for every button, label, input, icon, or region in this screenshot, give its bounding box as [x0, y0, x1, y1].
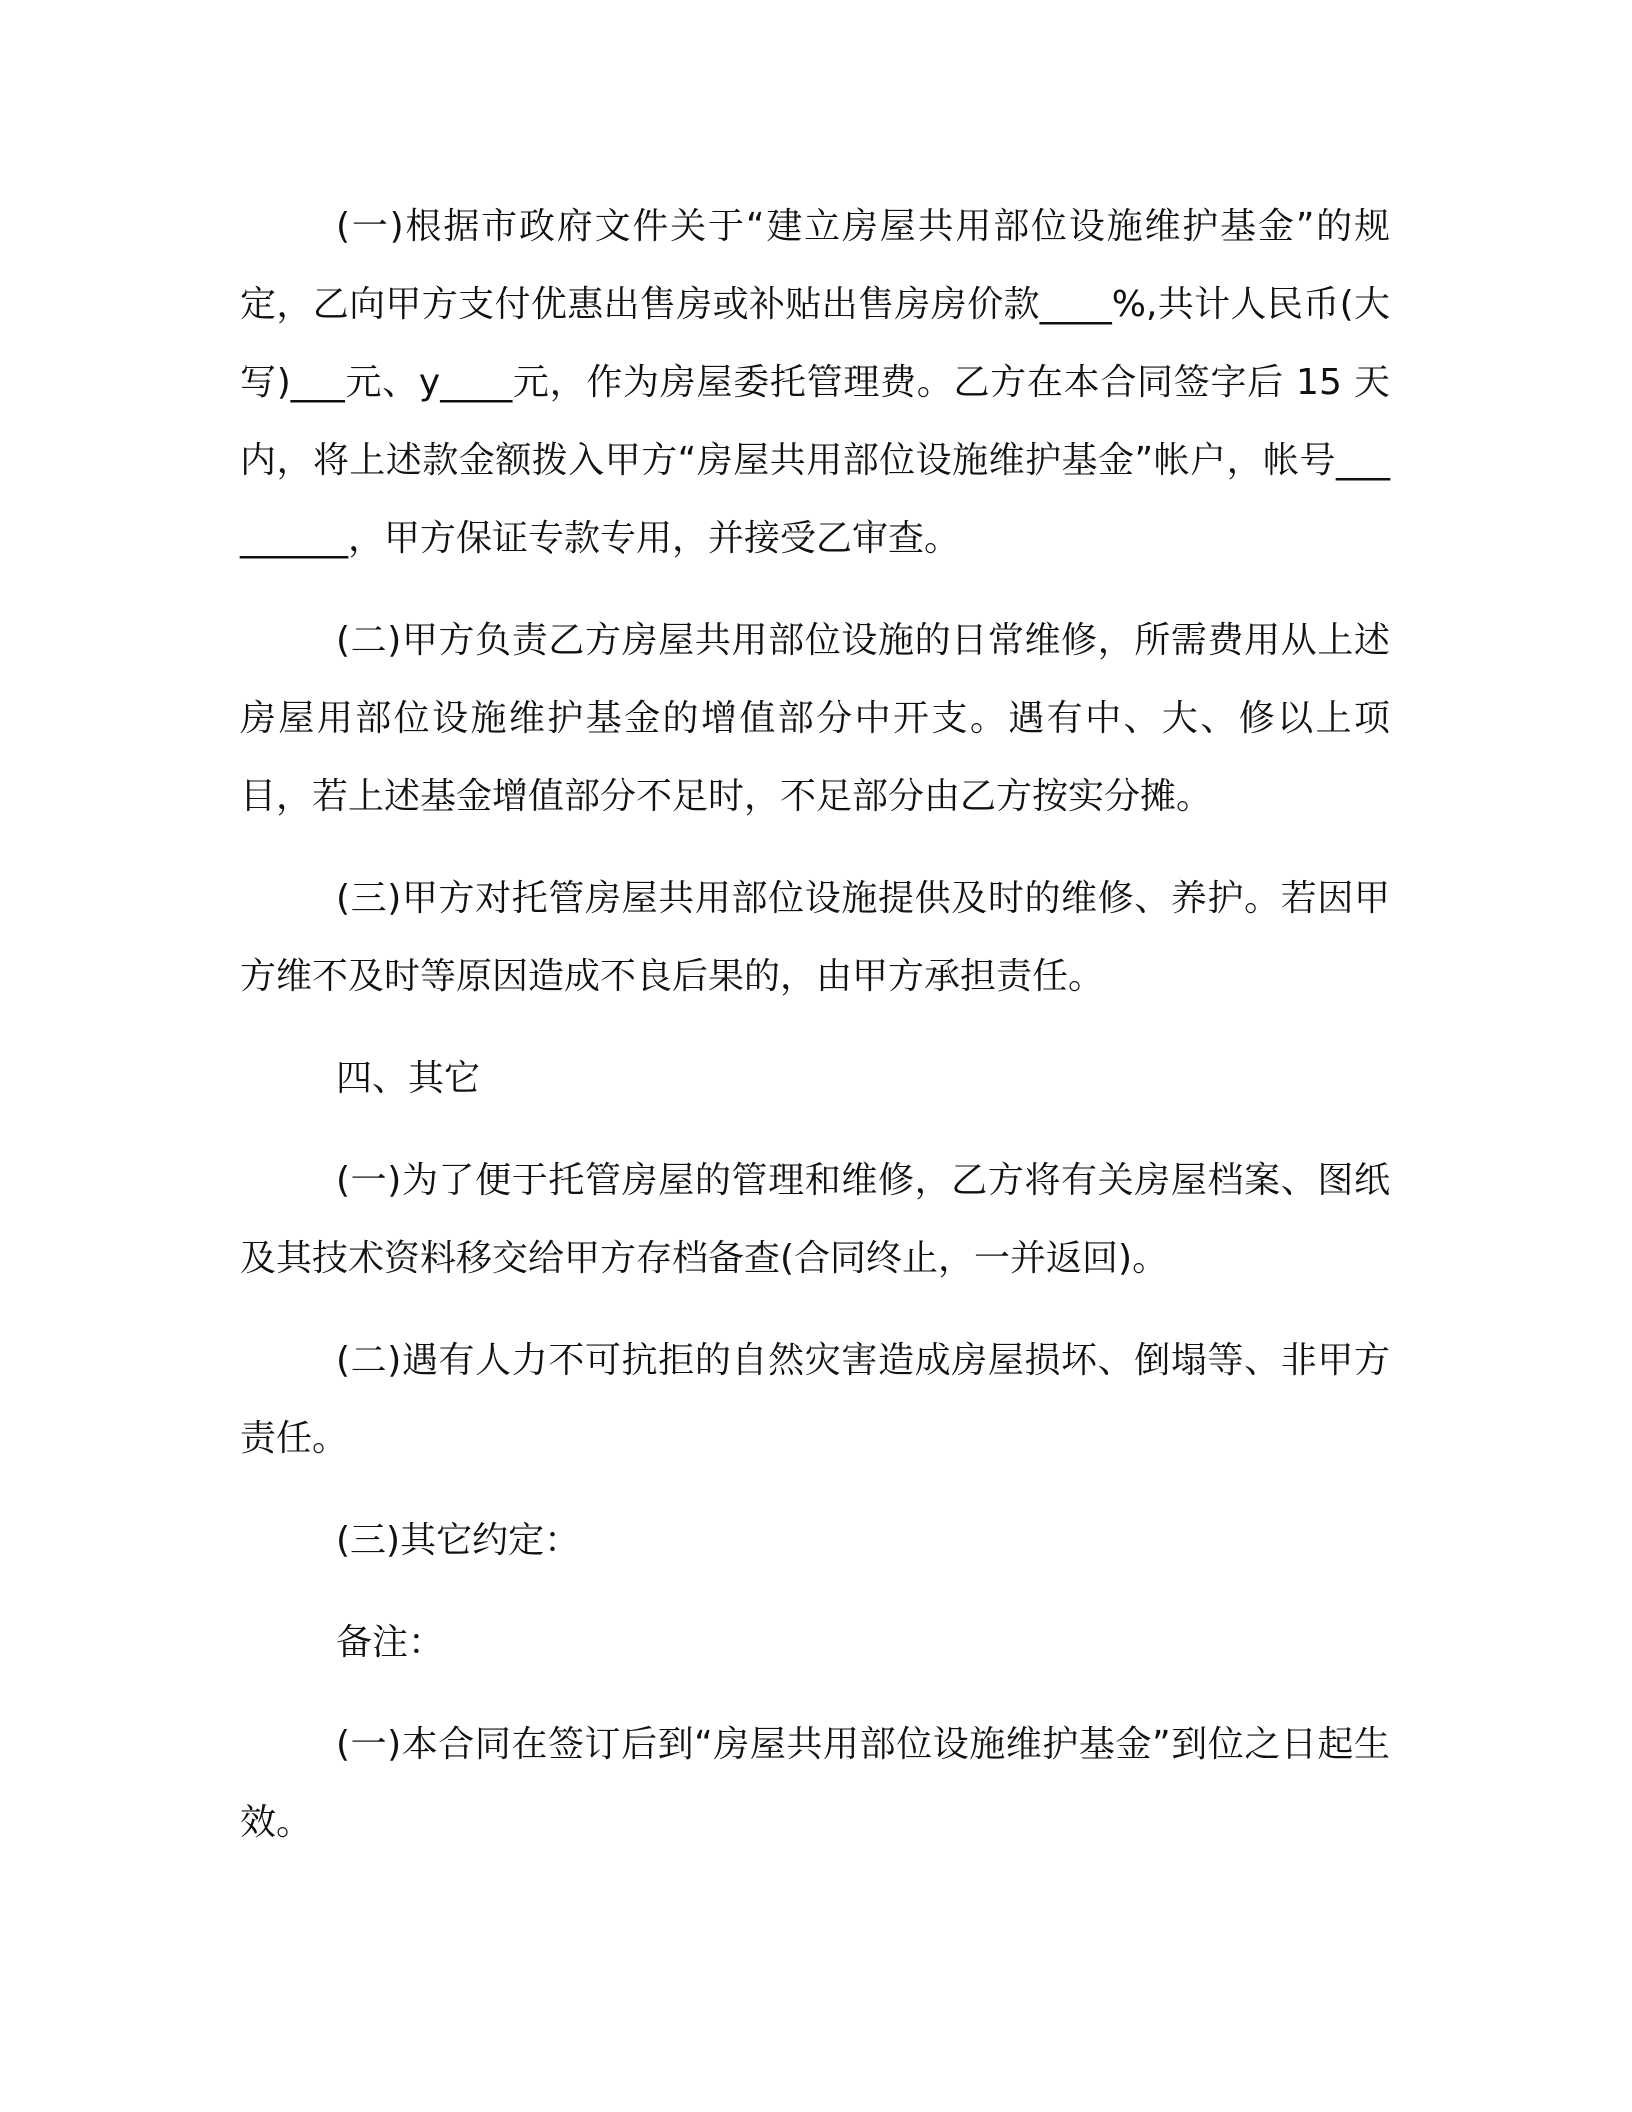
paragraph-daily-maintenance: (二)甲方负责乙方房屋共用部位设施的日常维修，所需费用从上述房屋用部位设施维护基金的增值部分中开支。遇有中、大、修以上项目，若上述基金增值部分不足时，不足部分由乙方按实分摊。: [240, 620, 1390, 817]
document-body: [240, 188, 1390, 1862]
paragraph-effective-date: (一)本合同在签订后到“房屋共用部位设施维护基金”到位之日起生效。: [240, 1724, 1390, 1843]
paragraph-other-agreement: (三)其它约定：: [336, 1520, 581, 1561]
paragraph-archive-transfer: (一)为了便于托管房屋的管理和维修，乙方将有关房屋档案、图纸及其技术资料移交给甲方存档备查(合同终止，一并返回)。: [240, 1160, 1390, 1279]
paragraph-fund-payment: (一)根据市政府文件关于“建立房屋共用部位设施维护基金”的规定，乙向甲方支付优惠出售房或补贴出售房房价款____%,共计人民币(大写)___元、y____元，作为房屋委托管理费。乙方在本合同签字后 15 天内，将上述款金额拨入甲方“房屋共用部位设施维护基金”帐户，帐号_________，甲方保证专款专用，并接受乙审查。: [240, 206, 1390, 559]
section-heading-other: 四、其它: [336, 1058, 481, 1099]
remarks-heading: 备注：: [336, 1622, 445, 1663]
paragraph-force-majeure: (二)遇有人力不可抗拒的自然灾害造成房屋损坏、倒塌等、非甲方责任。: [240, 1340, 1390, 1459]
paragraph-timely-repair: (三)甲方对托管房屋共用部位设施提供及时的维修、养护。若因甲方维不及时等原因造成不良后果的，由甲方承担责任。: [240, 878, 1390, 997]
